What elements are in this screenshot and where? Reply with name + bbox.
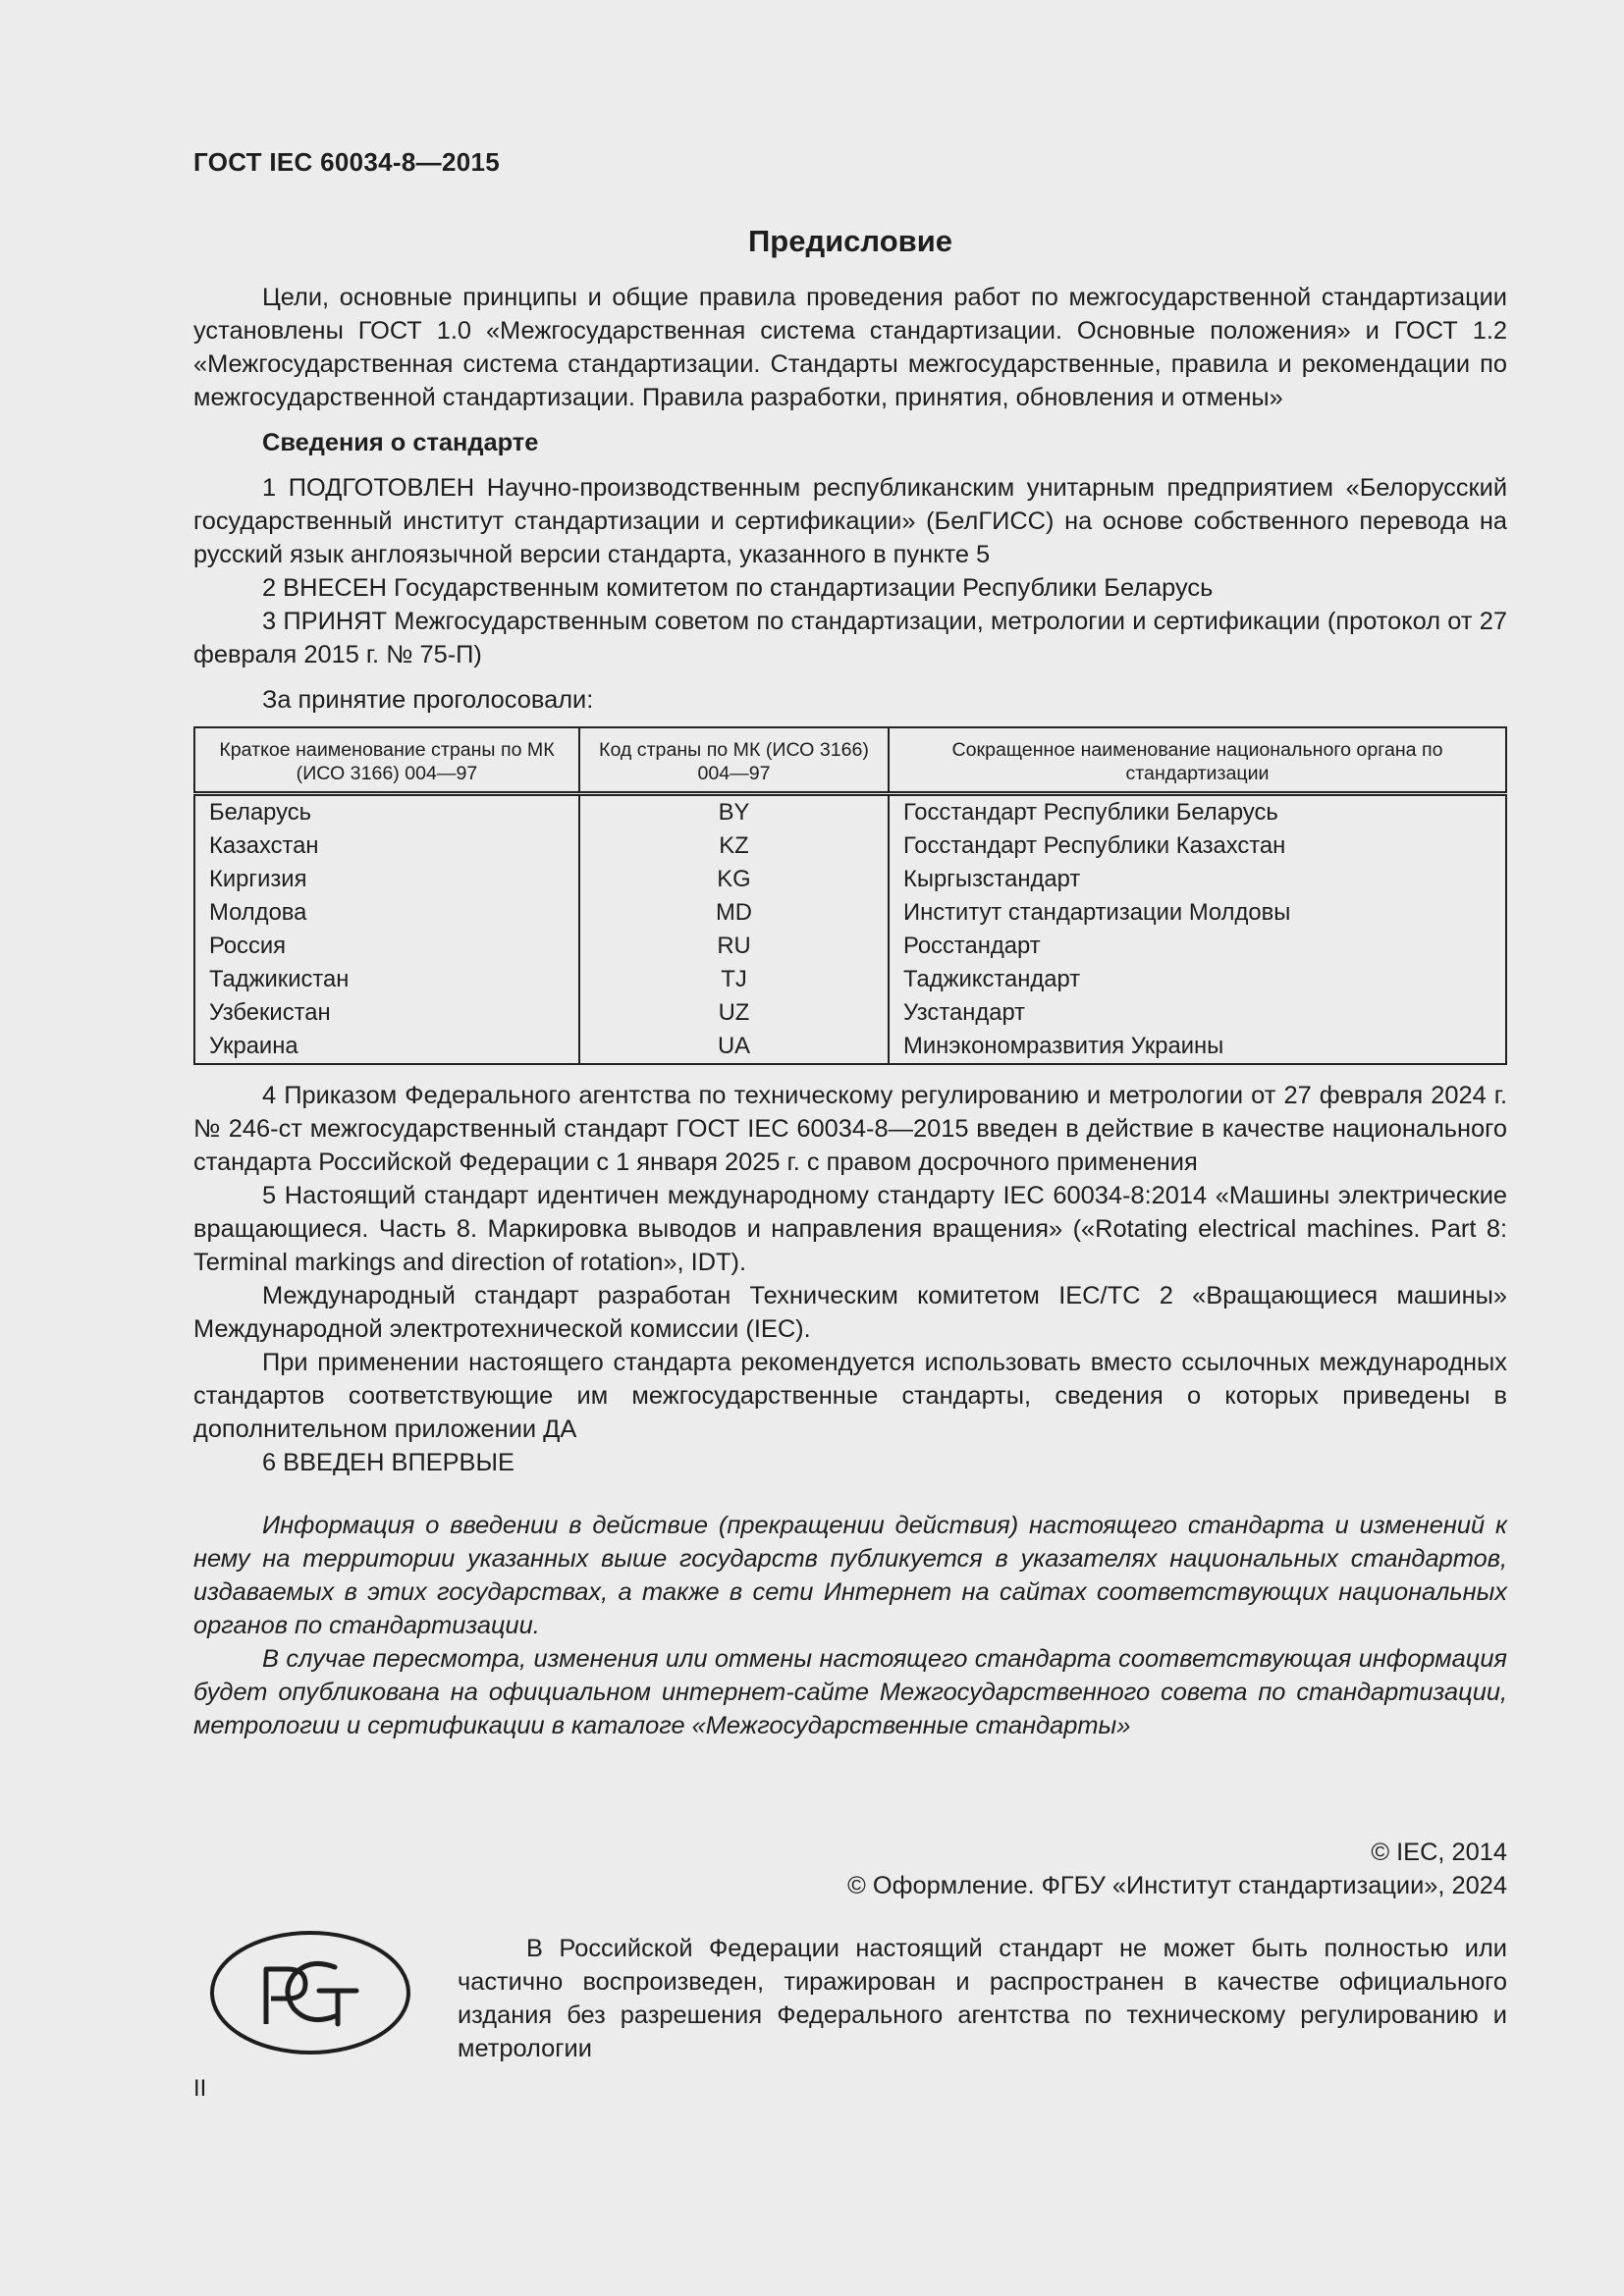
table-row <box>194 829 1506 863</box>
body-cell: Минэкономразвития Украины <box>889 1030 1506 1064</box>
item-6: 6 ВВЕДЕН ВПЕРВЫЕ <box>262 1449 514 1476</box>
document-code-header: ГОСТ IEC 60034-8—2015 <box>193 147 500 177</box>
table-header-code: Код страны по МК (ИСО 3166) 004—97 <box>579 727 889 794</box>
page-title: Предисловие <box>747 224 952 258</box>
country-cell: Молдова <box>209 899 307 926</box>
table-row <box>194 863 1506 896</box>
table-header-row <box>194 727 1506 794</box>
copyright-block <box>193 1836 1507 1902</box>
table-header-body: Сокращенное наименование национального органа по стандартизации <box>889 727 1506 794</box>
code-cell: KZ <box>579 829 889 863</box>
code-cell: TJ <box>579 963 889 996</box>
rights-notice <box>458 1932 1507 2065</box>
page-number: II <box>193 2075 207 2102</box>
item-5-developer: Международный стандарт разработан Техническим комитетом IEC/TC 2 «Вращающиеся машины» Международной электротехнической комиссии (IEC). <box>193 1282 1507 1343</box>
code-cell: MD <box>579 896 889 930</box>
code-cell: UA <box>579 1030 889 1064</box>
code-cell: RU <box>579 930 889 963</box>
body-cell: Узстандарт <box>889 996 1506 1030</box>
copyright-iec: © IEC, 2014 <box>1371 1839 1507 1866</box>
code-cell: KG <box>579 863 889 896</box>
country-cell: Таджикистан <box>209 966 350 992</box>
body-cell: Росстандарт <box>889 930 1506 963</box>
item-4: 4 Приказом Федерального агентства по техническому регулированию и метрологии от 27 февраля 2024 г. № 246-ст межгосударственный стандарт ГОСТ IEC 60034-8—2015 введен в действие в качестве национального стандарта Российской Федерации с 1 января 2025 г. с правом досрочного применения <box>193 1082 1507 1176</box>
code-cell: UZ <box>579 996 889 1030</box>
body-cell: Кыргызстандарт <box>889 863 1506 896</box>
country-cell: Киргизия <box>209 866 307 892</box>
table-row <box>194 1030 1506 1064</box>
country-cell: Узбекистан <box>209 999 331 1026</box>
body-cell: Госстандарт Республики Беларусь <box>889 794 1506 830</box>
preface-body <box>193 281 1507 1742</box>
item-1: 1 ПОДГОТОВЛЕН Научно-производственным республиканским унитарным предприятием «Белорусский государственный институт стандартизации и сертификации» (БелГИСС) на основе собственного перевода на русский язык англоязычной версии стандарта, указанного в пункте 5 <box>193 474 1507 568</box>
table-row <box>194 963 1506 996</box>
info-heading: Сведения о стандарте <box>262 429 539 456</box>
code-cell: BY <box>579 794 889 830</box>
copyright-design: © Оформление. ФГБУ «Институт стандартизации», 2024 <box>847 1872 1507 1899</box>
country-cell: Россия <box>209 933 287 959</box>
item-5: 5 Настоящий стандарт идентичен международному стандарту IEC 60034-8:2014 «Машины электрические вращающиеся. Часть 8. Маркировка выводов и направления вращения» («Rotating electrical machines. Part 8: Terminal markings and direction of rotation», IDT). <box>193 1182 1507 1276</box>
rights-text: В Российской Федерации настоящий стандарт не может быть полностью или частично воспроизведен, тиражирован и распространен в качестве официального издания без разрешения Федерального агентства по техническому регулированию и метрологии <box>458 1935 1507 2062</box>
intro-paragraph: Цели, основные принципы и общие правила проведения работ по межгосударственной стандартизации установлены ГОСТ 1.0 «Межгосударственная система стандартизации. Основные положения» и ГОСТ 1.2 «Межгосударственная система стандартизации. Стандарты межгосударственные, правила и рекомендации по межгосударственной стандартизации. Правила разработки, принятия, обновления и отмены» <box>193 284 1507 411</box>
voted-label: За принятие проголосовали: <box>262 686 594 714</box>
note-revision: В случае пересмотра, изменения или отмены настоящего стандарта соответствующая информация будет опубликована на официальном интернет-сайте Межгосударственного совета по стандартизации, метрологии и сертификации в каталоге «Межгосударственные стандарты» <box>193 1645 1507 1739</box>
note-info: Информация о введении в действие (прекращении действия) настоящего стандарта и изменений к нему на территории указанных выше государств публикуется в указателях национальных стандартов, издаваемых в этих государствах, а также в сети Интернет на сайтах соответствующих национальных органов по стандартизации. <box>193 1512 1507 1639</box>
rst-mark-icon <box>209 1930 411 2056</box>
table-row <box>194 930 1506 963</box>
body-cell: Таджикстандарт <box>889 963 1506 996</box>
body-cell: Госстандарт Республики Казахстан <box>889 829 1506 863</box>
member-states-table <box>193 726 1507 1065</box>
country-cell: Беларусь <box>209 799 312 826</box>
table-row <box>194 996 1506 1030</box>
table-row <box>194 896 1506 930</box>
item-2: 2 ВНЕСЕН Государственным комитетом по стандартизации Республики Беларусь <box>262 574 1214 602</box>
item-3: 3 ПРИНЯТ Межгосударственным советом по стандартизации, метрологии и сертификации (протокол от 27 февраля 2015 г. № 75-П) <box>193 608 1507 668</box>
table-header-country: Краткое наименование страны по МК (ИСО 3166) 004—97 <box>194 727 579 794</box>
item-5-recommendation: При применении настоящего стандарта рекомендуется использовать вместо ссылочных международных стандартов соответствующие им межгосударственные стандарты, сведения о которых приведены в дополнительном приложении ДА <box>193 1349 1507 1443</box>
country-cell: Украина <box>209 1033 298 1059</box>
country-cell: Казахстан <box>209 832 319 859</box>
body-cell: Институт стандартизации Молдовы <box>889 896 1506 930</box>
table-row <box>194 794 1506 830</box>
